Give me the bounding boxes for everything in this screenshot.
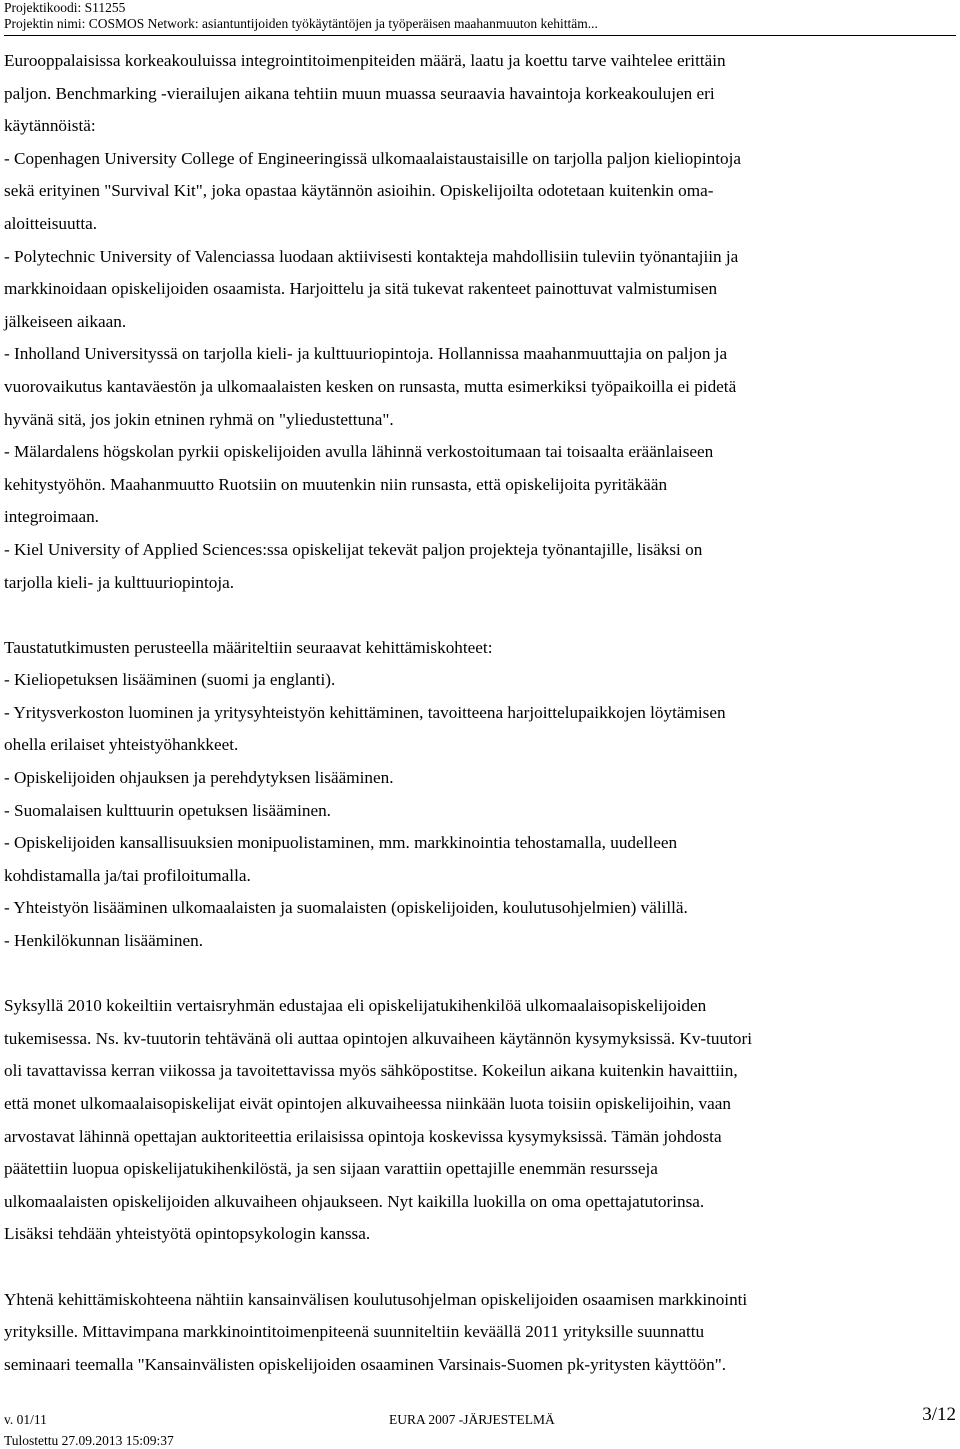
text-line: sekä erityinen "Survival Kit", joka opastaa käytännön asioihin. Opiskelijoilta odotetaan kuitenkin oma-: [4, 181, 714, 201]
project-name: Projektin nimi: COSMOS Network: asiantuntijoiden työkäytäntöjen ja työperäisen maahanmuuton kehittäm...: [4, 16, 598, 31]
text-line: yrityksille. Mittavimpana markkinointitoimenpiteenä suunniteltiin keväällä 2011 yrityksille suunnattu: [4, 1322, 705, 1342]
text-line: aloitteisuutta.: [4, 213, 98, 233]
text-line: Syksyllä 2010 kokeiltiin vertaisryhmän edustajaa eli opiskelijatukihenkilöä ulkomaalaisopiskelijoiden: [4, 996, 707, 1016]
text-line: Eurooppalaisissa korkeakouluissa integrointitoimenpiteiden määrä, laatu ja koettu tarve vaihtelee erittäin: [4, 51, 726, 70]
text-line: ulkomaalaisten opiskelijoiden alkuvaiheen ohjaukseen. Nyt kaikilla luokilla on oma opettajatutorinsa.: [4, 1191, 705, 1211]
text-line: - Yritysverkoston luominen ja yritysyhteistyön kehittäminen, tavoitteena harjoittelupaikkojen löytämisen: [4, 702, 726, 722]
text-line: oli tavattavissa kerran viikossa ja tavoitettavissa myös sähköpostitse. Kokeilun aikana kuitenkin havaittiin,: [4, 1061, 738, 1081]
page-number: 3/12: [922, 1404, 956, 1425]
text-line: - Kieliopetuksen lisääminen (suomi ja englanti).: [4, 670, 336, 690]
paragraph-peer-tutor: [4, 990, 956, 1251]
text-line: - Opiskelijoiden kansallisuuksien monipuolistaminen, mm. markkinointia tehostamalla, uudelleen: [4, 833, 678, 853]
text-line: integroimaan.: [4, 507, 99, 527]
text-line: tarjolla kieli- ja kulttuuriopintoja.: [4, 572, 235, 592]
document-body: [4, 45, 956, 1381]
text-line: - Mälardalens högskolan pyrkii opiskelijoiden avulla lähinnä verkostoitumaan tai toisaalta eräänlaiseen: [4, 442, 714, 462]
paragraph-spacer: [4, 958, 956, 991]
text-line: - Polytechnic University of Valenciassa luodaan aktiivisesti kontakteja mahdollisiin tuleviin työnantajiin ja: [4, 246, 739, 266]
text-line: - Opiskelijoiden ohjauksen ja perehdytyksen lisääminen.: [4, 768, 394, 788]
text-line: markkinoidaan opiskelijoiden osaamista. Harjoittelu ja sitä tukevat rakenteet painottuvat valmistumisen: [4, 279, 718, 299]
text-line: - Copenhagen University College of Engineeringissä ulkomaalaistaustaisille on tarjolla paljon kieliopintoja: [4, 148, 741, 168]
text-line: - Henkilökunnan lisääminen.: [4, 931, 204, 951]
text-line: tukemisessa. Ns. kv-tuutorin tehtävänä oli auttaa opintojen alkuvaiheen käytännön kysymyksissä. Kv-tuutori: [4, 1028, 752, 1048]
text-line: - Suomalaisen kulttuurin opetuksen lisääminen.: [4, 800, 331, 820]
header-divider: [4, 35, 956, 36]
paragraph-spacer: [4, 1251, 956, 1284]
text-line: paljon. Benchmarking -vierailujen aikana tehtiin muun muassa seuraavia havaintoja korkeakoulujen eri: [4, 83, 715, 103]
text-line: hyvänä sitä, jos jokin etninen ryhmä on "yliedustettuna".: [4, 409, 394, 429]
paragraph-marketing: [4, 1284, 956, 1382]
text-line: päätettiin luopua opiskelijatukihenkilöstä, ja sen sijaan varattiin opettajille enemmän resursseja: [4, 1159, 658, 1179]
text-line: ohella erilaiset yhteistyöhankkeet.: [4, 735, 239, 755]
printed-timestamp: Tulostettu 27.09.2013 15:09:37: [4, 1433, 174, 1448]
page-footer: [4, 1404, 956, 1449]
text-line: seminaari teemalla "Kansainvälisten opiskelijoiden osaaminen Varsinais-Suomen pk-yritysten käyttöön".: [4, 1354, 727, 1374]
text-line: Taustatutkimusten perusteella määriteltiin seuraavat kehittämiskohteet:: [4, 637, 493, 657]
system-label: EURA 2007 -JÄRJESTELMÄ: [389, 1412, 555, 1427]
paragraph-benchmarking: [4, 45, 956, 599]
paragraph-spacer: [4, 599, 956, 632]
text-line: Yhtenä kehittämiskohteena nähtiin kansainvälisen koulutusohjelman opiskelijoiden osaamisen markkinointi: [4, 1289, 748, 1309]
text-line: jälkeiseen aikaan.: [4, 311, 127, 331]
text-line: - Inholland Universityssä on tarjolla kieli- ja kulttuuriopintoja. Hollannissa maahanmuuttajia on paljon ja: [4, 344, 728, 364]
text-line: arvostavat lähinnä opettajan auktoriteettia erilaisissa opintoja koskevissa kysymyksissä. Tämän johdosta: [4, 1126, 722, 1146]
text-line: käytännöistä:: [4, 116, 96, 136]
paragraph-development-targets: [4, 632, 956, 958]
text-line: vuorovaikutus kantaväestön ja ulkomaalaisten kesken on runsasta, mutta esimerkiksi työpaikoilla ei pidetä: [4, 376, 737, 396]
text-line: - Kiel University of Applied Sciences:ssa opiskelijat tekevät paljon projekteja työnantajille, lisäksi on: [4, 539, 703, 559]
text-line: Lisäksi tehdään yhteistyötä opintopsykologin kanssa.: [4, 1224, 371, 1244]
project-code: Projektikoodi: S11255: [4, 0, 126, 15]
text-line: että monet ulkomaalaisopiskelijat eivät opintojen alkuvaiheessa niinkään luota toisiin opiskelijoihin, vaan: [4, 1094, 731, 1113]
text-line: kohdistamalla ja/tai profiloitumalla.: [4, 865, 251, 885]
version-label: v. 01/11: [4, 1412, 47, 1427]
text-line: - Yhteistyön lisääminen ulkomaalaisten ja suomalaisten (opiskelijoiden, koulutusohjelmien) välillä.: [4, 898, 688, 918]
page-header: [4, 0, 954, 32]
text-line: kehitystyöhön. Maahanmuutto Ruotsiin on muutenkin niin runsasta, että opiskelijoita pyritäkään: [4, 474, 668, 494]
